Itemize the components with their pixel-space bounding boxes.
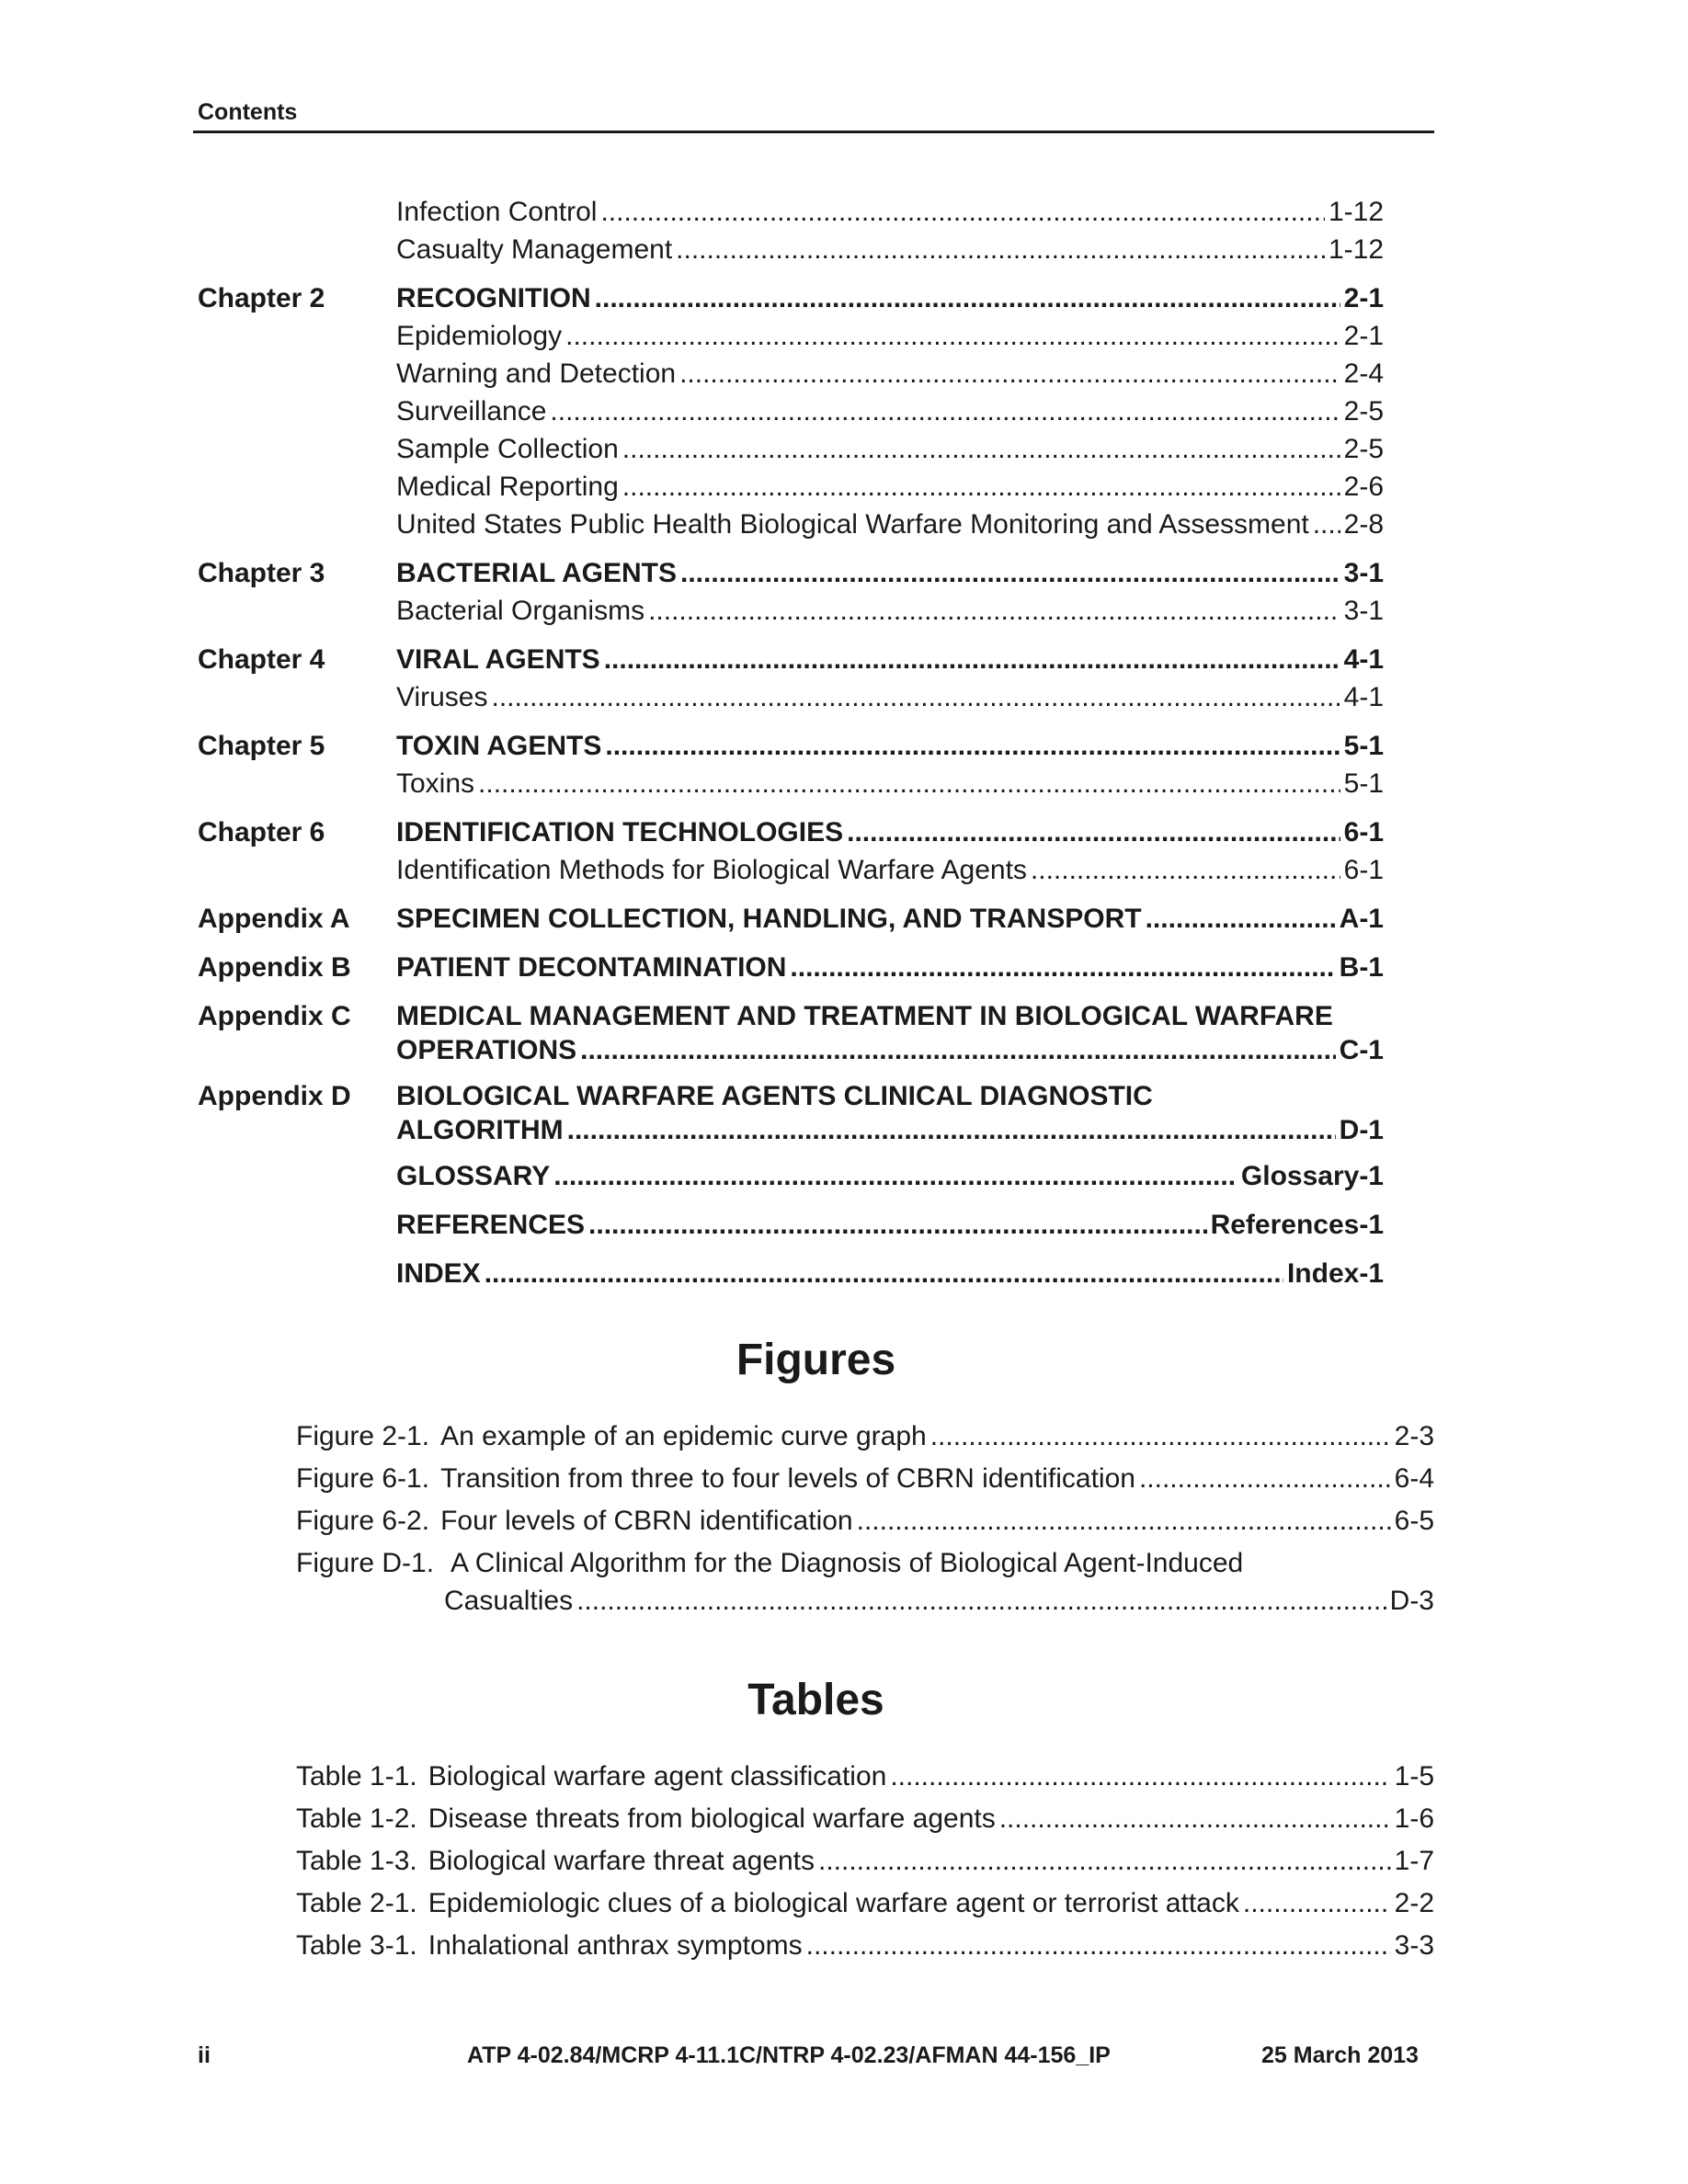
table-page: 1-6 [1394, 1803, 1434, 1834]
toc-entry-title: Bacterial Organisms [396, 596, 645, 626]
chapter-label: Chapter 3 [198, 558, 325, 588]
figure-label: Figure D-1. [296, 1548, 435, 1578]
dot-leader [567, 1115, 1336, 1146]
table-title: Biological warfare threat agents [428, 1846, 815, 1876]
toc-entry[interactable] [198, 765, 1384, 802]
dot-leader [847, 813, 1340, 851]
figure-label: Figure 2-1. [296, 1421, 430, 1451]
table-page: 3-3 [1394, 1930, 1434, 1961]
chapter-page: 4-1 [1343, 644, 1384, 675]
footer-date: 25 March 2013 [1261, 2042, 1419, 2068]
backmatter-page: Glossary-1 [1240, 1161, 1384, 1191]
toc-chapter-3 [198, 554, 1384, 630]
dot-leader [478, 765, 1340, 802]
figure-title-line1: A Clinical Algorithm for the Diagnosis of Biological Agent-Induced [451, 1548, 1244, 1578]
table-entry[interactable] [296, 1840, 1434, 1883]
dot-leader [492, 678, 1340, 716]
toc-entry-title: Surveillance [396, 396, 547, 427]
toc-chapter-row[interactable] [198, 813, 1384, 851]
toc-entry[interactable] [198, 193, 1384, 231]
chapter-page: 6-1 [1343, 817, 1384, 847]
dot-leader [600, 193, 1325, 231]
figure-title: Transition from three to four levels of CBRN identification [440, 1463, 1135, 1494]
figure-entry[interactable] [296, 1458, 1434, 1500]
backmatter-page: References-1 [1210, 1210, 1384, 1240]
toc-chapter-1-continued [198, 193, 1384, 268]
toc-chapter-5 [198, 727, 1384, 802]
dot-leader [580, 1035, 1336, 1066]
tables-heading: Tables [747, 1676, 884, 1724]
toc-entry[interactable] [198, 231, 1384, 268]
toc-chapter-4 [198, 641, 1384, 716]
backmatter-title: GLOSSARY [396, 1161, 551, 1191]
dot-leader [622, 468, 1340, 506]
table-entry[interactable] [296, 1883, 1434, 1925]
chapter-title: TOXIN AGENTS [396, 731, 602, 761]
toc-entry-page: 4-1 [1343, 682, 1384, 712]
chapter-title: BACTERIAL AGENTS [396, 558, 678, 588]
dot-leader [1146, 900, 1336, 938]
figure-entry[interactable] [296, 1542, 1434, 1585]
figure-title: Four levels of CBRN identification [440, 1506, 853, 1536]
appendix-page: C-1 [1339, 1035, 1384, 1065]
toc-entry-title: United States Public Health Biological Warfare Monitoring and Assessment [396, 509, 1309, 540]
table-label: Table 3-1. [296, 1930, 417, 1961]
dot-leader [680, 554, 1340, 592]
dot-leader [550, 392, 1340, 430]
appendix-page: D-1 [1339, 1115, 1384, 1145]
toc-chapter-row[interactable] [198, 554, 1384, 592]
toc-entry-page: 2-1 [1343, 321, 1384, 351]
toc-appendix-row[interactable] [198, 1077, 1384, 1115]
toc-entry-page: 6-1 [1343, 855, 1384, 885]
tables-list [296, 1756, 1434, 1967]
figure-label: Figure 6-2. [296, 1506, 430, 1536]
dot-leader [604, 641, 1340, 678]
appendix-label: Appendix B [198, 952, 351, 983]
table-page: 1-5 [1394, 1761, 1434, 1792]
toc-entry[interactable] [198, 468, 1384, 506]
table-title: Inhalational anthrax symptoms [428, 1930, 803, 1961]
table-label: Table 1-1. [296, 1761, 417, 1792]
toc-entry-title: Toxins [396, 768, 475, 799]
chapter-page: 3-1 [1343, 558, 1384, 588]
toc-entry[interactable] [198, 592, 1384, 630]
figure-label: Figure 6-1. [296, 1463, 430, 1494]
appendix-page: B-1 [1339, 952, 1384, 983]
toc-entry[interactable] [198, 678, 1384, 716]
table-entry[interactable] [296, 1756, 1434, 1798]
dot-leader [818, 1840, 1391, 1883]
table-title: Epidemiologic clues of a biological warfare agent or terrorist attack [428, 1888, 1239, 1918]
dot-leader [679, 355, 1340, 392]
appendix-title: SPECIMEN COLLECTION, HANDLING, AND TRANSPORT [396, 904, 1142, 934]
dot-leader [1243, 1883, 1391, 1925]
footer-document-id: ATP 4-02.84/MCRP 4-11.1C/NTRP 4-02.23/AFMAN 44-156_IP [467, 2042, 1111, 2068]
dot-leader [1139, 1458, 1391, 1500]
figure-page: 6-5 [1394, 1506, 1434, 1536]
toc-chapter-6 [198, 813, 1384, 889]
toc-chapter-row[interactable] [198, 641, 1384, 678]
toc-entry-title: Casualty Management [396, 234, 673, 265]
toc-backmatter-row[interactable] [198, 1157, 1384, 1195]
dot-leader [999, 1798, 1391, 1840]
toc-entry-page: 2-5 [1343, 434, 1384, 464]
dot-leader [622, 430, 1340, 468]
table-entry[interactable] [296, 1798, 1434, 1840]
toc-entry-page: 3-1 [1343, 596, 1384, 626]
dot-leader [790, 949, 1335, 986]
table-label: Table 2-1. [296, 1888, 417, 1918]
toc-entry-page: 2-5 [1343, 396, 1384, 427]
toc-entry[interactable] [198, 317, 1384, 355]
chapter-label: Chapter 4 [198, 644, 325, 675]
figure-page: D-3 [1389, 1586, 1434, 1616]
backmatter-page: Index-1 [1286, 1258, 1384, 1289]
appendix-title-line1: BIOLOGICAL WARFARE AGENTS CLINICAL DIAGNOSTIC [396, 1081, 1153, 1111]
dot-leader [565, 317, 1340, 355]
header-rule [193, 131, 1434, 133]
toc-backmatter-row[interactable] [198, 1206, 1384, 1244]
toc-appendix-row[interactable] [198, 900, 1384, 938]
figure-page: 6-4 [1394, 1463, 1434, 1494]
toc-entry-page: 2-4 [1343, 358, 1384, 389]
chapter-label: Chapter 2 [198, 283, 325, 313]
toc-entry-title: Medical Reporting [396, 472, 619, 502]
toc-entry-title: Infection Control [396, 197, 598, 227]
backmatter-title: REFERENCES [396, 1210, 586, 1240]
toc-entry-title: Sample Collection [396, 434, 619, 464]
toc-entry-title: Epidemiology [396, 321, 563, 351]
appendix-title-line1: MEDICAL MANAGEMENT AND TREATMENT IN BIOLOGICAL WARFARE [396, 1001, 1333, 1031]
dot-leader [605, 727, 1340, 765]
table-label: Table 1-3. [296, 1846, 417, 1876]
figure-title: Casualties [444, 1586, 574, 1616]
toc-entry[interactable] [198, 355, 1384, 392]
toc-index [198, 1255, 1384, 1292]
toc-glossary [198, 1157, 1384, 1195]
table-title: Disease threats from biological warfare agents [428, 1803, 996, 1834]
appendix-title: OPERATIONS [396, 1035, 577, 1065]
dot-leader [806, 1925, 1391, 1967]
toc-entry-page: 5-1 [1343, 768, 1384, 799]
toc-appendix-row[interactable] [198, 949, 1384, 986]
dot-leader [588, 1206, 1207, 1244]
toc-entry[interactable] [198, 506, 1384, 543]
chapter-title: VIRAL AGENTS [396, 644, 600, 675]
appendix-label: Appendix A [198, 904, 350, 934]
footer-page-number: ii [198, 2042, 211, 2068]
table-of-contents [198, 193, 1384, 1303]
dot-leader [857, 1500, 1391, 1542]
dot-leader [1031, 851, 1340, 889]
dot-leader [485, 1255, 1283, 1292]
toc-entry-title: Identification Methods for Biological Warfare Agents [396, 855, 1027, 885]
dot-leader [648, 592, 1340, 630]
toc-appendix-a [198, 900, 1384, 938]
dot-leader [576, 1585, 1386, 1618]
chapter-page: 2-1 [1343, 283, 1384, 313]
figure-page: 2-3 [1394, 1421, 1434, 1451]
toc-chapter-row[interactable] [198, 279, 1384, 317]
dot-leader [890, 1756, 1390, 1798]
appendix-label: Appendix C [198, 1001, 351, 1031]
dot-leader [553, 1157, 1237, 1195]
dot-leader [595, 279, 1340, 317]
appendix-title: ALGORITHM [396, 1115, 564, 1145]
table-label: Table 1-2. [296, 1803, 417, 1834]
toc-entry-page: 2-6 [1343, 472, 1384, 502]
table-title: Biological warfare agent classification [428, 1761, 887, 1792]
toc-entry-title: Viruses [396, 682, 488, 712]
dot-leader [1313, 506, 1340, 543]
toc-appendix-d [198, 1077, 1384, 1146]
figure-entry-continued[interactable] [296, 1585, 1434, 1618]
toc-appendix-c [198, 997, 1384, 1066]
toc-entry[interactable] [198, 430, 1384, 468]
appendix-title: PATIENT DECONTAMINATION [396, 952, 787, 983]
chapter-title: IDENTIFICATION TECHNOLOGIES [396, 817, 844, 847]
chapter-label: Chapter 6 [198, 817, 325, 847]
table-page: 1-7 [1394, 1846, 1434, 1876]
chapter-title: RECOGNITION [396, 283, 591, 313]
figure-title: An example of an epidemic curve graph [440, 1421, 927, 1451]
toc-entry-title: Warning and Detection [396, 358, 677, 389]
table-page: 2-2 [1394, 1888, 1434, 1918]
toc-entry[interactable] [198, 851, 1384, 889]
toc-references [198, 1206, 1384, 1244]
chapter-page: 5-1 [1343, 731, 1384, 761]
backmatter-title: INDEX [396, 1258, 481, 1289]
appendix-page: A-1 [1339, 904, 1384, 934]
toc-chapter-2 [198, 279, 1384, 543]
toc-chapter-row[interactable] [198, 727, 1384, 765]
dot-leader [930, 1416, 1391, 1458]
toc-entry[interactable] [198, 392, 1384, 430]
toc-backmatter-row[interactable] [198, 1255, 1384, 1292]
figure-entry[interactable] [296, 1500, 1434, 1542]
toc-appendix-row[interactable] [198, 997, 1384, 1035]
figure-entry[interactable] [296, 1416, 1434, 1458]
toc-entry-page: 2-8 [1343, 509, 1384, 540]
toc-appendix-row-continued[interactable] [198, 1035, 1384, 1066]
figures-heading: Figures [736, 1336, 896, 1384]
figures-list [296, 1416, 1434, 1618]
toc-appendix-b [198, 949, 1384, 986]
chapter-label: Chapter 5 [198, 731, 325, 761]
toc-entry-page: 1-12 [1328, 197, 1384, 227]
toc-entry-page: 1-12 [1328, 234, 1384, 265]
appendix-label: Appendix D [198, 1081, 351, 1111]
toc-appendix-row-continued[interactable] [198, 1115, 1384, 1146]
header-label: Contents [198, 99, 298, 125]
table-entry[interactable] [296, 1925, 1434, 1967]
dot-leader [676, 231, 1325, 268]
